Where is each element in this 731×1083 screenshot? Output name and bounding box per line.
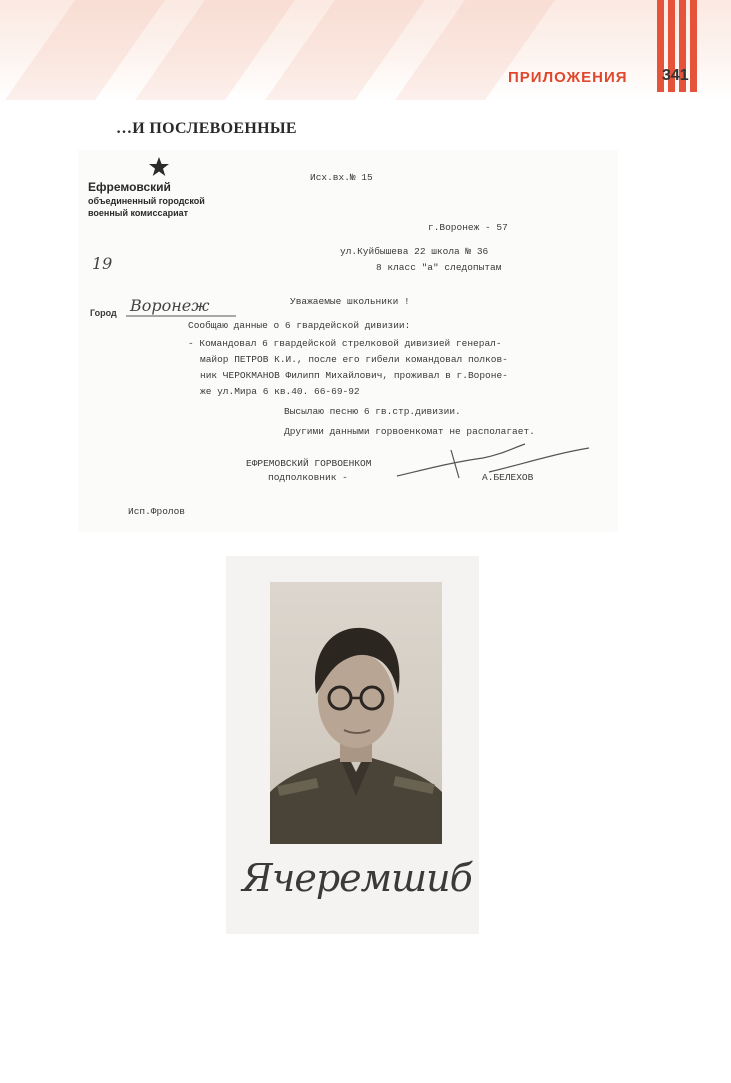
stamp-line-1: Ефремовский [88, 180, 171, 194]
body-line-2: майор ПЕТРОВ К.И., после его гибели командовал полков- [200, 354, 508, 365]
signature-name: А.БЕЛЕХОВ [482, 472, 534, 483]
body-line-4: же ул.Мира 6 кв.40. 66-69-92 [200, 386, 360, 397]
greeting: Уважаемые школьники ! [290, 296, 410, 307]
portrait-figure [270, 582, 442, 844]
archival-letter [78, 150, 618, 532]
executor-line: Исп.Фролов [128, 506, 186, 517]
city-label: Город [90, 308, 117, 318]
body-line-3: ник ЧЕРОКМАНОВ Филипп Михайлович, проживал в г.Вороне- [200, 370, 508, 381]
stamp-date-handwritten: 19 [92, 254, 113, 273]
portrait-card [226, 556, 479, 934]
stamp-line-3: военный комиссариат [88, 208, 189, 218]
portrait-photo [270, 582, 442, 844]
page-number: 341 [662, 67, 689, 84]
outgoing-number: Исх.вх.№ 15 [310, 172, 373, 183]
address-city: г.Воронеж - 57 [428, 222, 508, 233]
address-class: 8 класс "а" следопытам [376, 262, 502, 273]
closing-line-2: Другими данными горвоенкомат не располагает. [284, 426, 535, 437]
section-label: ПРИЛОЖЕНИЯ [508, 69, 628, 86]
signature-rank: подполковник - [268, 472, 348, 483]
page-heading: …И ПОСЛЕВОЕННЫЕ [116, 120, 297, 137]
star-icon [148, 156, 170, 178]
underline-decor [126, 314, 236, 318]
stamp-line-2: объединенный городской [88, 196, 205, 206]
signature-organization: ЕФРЕМОВСКИЙ ГОРВОЕНКОМ [246, 458, 372, 469]
signature-scribble [393, 440, 593, 484]
body-line-1: - Командовал 6 гвардейской стрелковой дивизией генерал- [188, 338, 502, 349]
address-street: ул.Куйбышева 22 школа № 36 [340, 246, 489, 257]
closing-line-1: Высылаю песню 6 гв.стр.дивизии. [284, 406, 461, 417]
city-handwritten: Воронеж [130, 296, 210, 315]
intro-line: Сообщаю данные о 6 гвардейской дивизии: [188, 320, 411, 331]
portrait-signature: Ячеремшиб [242, 856, 472, 900]
military-stamp [88, 180, 205, 218]
